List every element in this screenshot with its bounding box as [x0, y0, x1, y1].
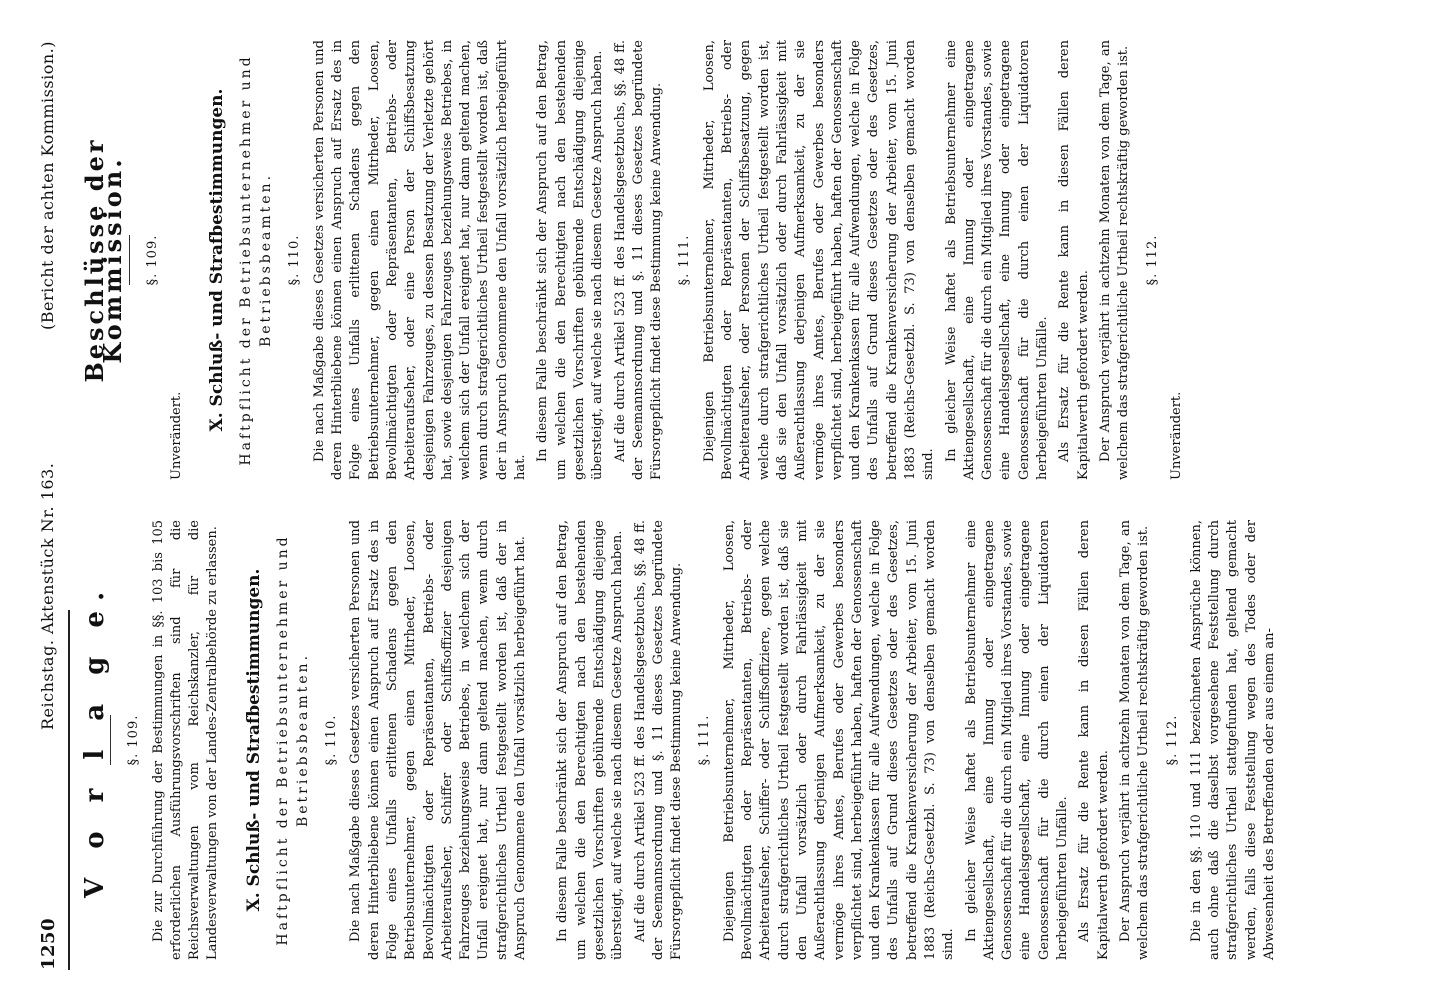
paragraph-number: §. 112.	[1144, 234, 1160, 286]
header-title: Reichstag. Aktenstück Nr. 163.	[38, 462, 57, 730]
unchanged-note: Unverändert.	[168, 391, 184, 480]
paragraph-text: Auf die durch Artikel 523 ff. des Handelsgesetzbuchs, §§. 48 ff. der Seemannsordnung und §. 11 dieses Gesetzes begründete Fürsorgepflicht findet diese Bestimmung keine Anwendung.	[612, 40, 665, 480]
section-subheading: Haftpflicht der Betriebsunternehmer und Betriebsbeamten.	[275, 534, 312, 946]
paragraph-text: In diesem Falle beschränkt sich der Anspruch auf den Betrag, um welchen die den Berechtigten nach den bestehenden gesetzlichen Vorschriften gebührende Entschädigung diejenige übersteigt, auf welche sie nach diesem Gesetze Anspruch haben.	[555, 520, 626, 960]
paragraph-text: Die nach Maßgabe dieses Gesetzes versicherten Personen und deren Hinterbliebene können einen Anspruch auf Ersatz des in Folge eines Unfalls erlittenen Schadens gegen den Betriebsunternehmer, gegen einen Mitrheder, Loosen, Bevollmächtigten oder Repräsentanten, Betriebs- oder Arbeiteraufseher, oder eine Person der Schiffsbesatzung desjenigen Fahrzeuges, zu dessen Besatzung der Verletzte gehört hat, sowie desjenigen Fahrzeuges beziehungsweise Betriebes, in welchem sich der Unfall ereignet hat, nur dann geltend machen, wenn durch strafgerichtliches Urtheil festgestellt worden ist, daß der in Anspruch Genommene den Unfall vorsätzlich herbeigeführt hat.	[311, 40, 529, 480]
paragraph-number: §. 109.	[144, 234, 160, 286]
column-beschluesse	[76, 40, 1190, 480]
unchanged-note: Unverändert.	[1168, 391, 1184, 480]
title-rule	[129, 235, 130, 285]
paragraph-number: §. 109.	[126, 714, 142, 766]
paragraph-number: §. 110.	[324, 714, 340, 766]
paragraph-number: §. 110.	[287, 234, 303, 286]
paragraph-text: Der Anspruch verjährt in achtzehn Monaten von dem Tage, an welchem das strafgerichtliche Urtheil rechtskräftig geworden ist.	[1097, 40, 1132, 480]
paragraph-text: Die nach Maßgabe dieses Gesetzes versicherten Personen und deren Hinterbliebene können einen Anspruch auf Ersatz des in Folge eines Unfalls erlittenen Schadens gegen den Betriebsunternehmer, gegen einen Mitrheder, Loosen, Bevollmächtigten oder Repräsentanten, Betriebs- oder Arbeiteraufseher, Schiffer oder Schiffsoffizier desjenigen Fahrzeuges beziehungsweise Betriebes, in welchem sich der Unfall ereignet hat, nur dann geltend machen, wenn durch strafgerichtliches Urtheil festgestellt worden ist, daß der in Anspruch Genommene den Unfall vorsätzlich herbeigeführt hat.	[348, 520, 529, 960]
paragraph-text: Die zur Durchführung der Bestimmungen in §§. 103 bis 105 erforderlichen Ausführungsvorschriften sind für die Reichsverwaltungen vom Reichskanzler, für die Landesverwaltungen von der Landes-Zentralbehörde zu erlassen.	[150, 520, 221, 960]
paragraph-text: Diejenigen Betriebsunternehmer, Mitrheder, Loosen, Bevollmächtigten oder Repräsentanten, Betriebs- oder Arbeiteraufseher, Schiffer- oder Schiffsoffiziere, gegen welche durch strafgerichtliches Urtheil festgestellt worden ist, daß sie den Unfall vorsätzlich oder durch Fahrlässigkeit mit Außerachtlassung derjenigen Aufmerksamkeit, zu der sie vermöge ihres Amtes, Berufes oder Gewerbes besonders verpflichtet sind, herbeigeführt haben, haften der Genossenschaft und den Krankenkassen für alle Aufwendungen, welche in Folge des Unfalls auf Grund dieses Gesetzes oder des Gesetzes, betreffend die Krankenversicherung der Arbeiter, vom 15. Juni 1883 (Reichs-Gesetzbl. S. 73) von denselben gemacht worden sind.	[721, 520, 957, 960]
header-rule	[68, 610, 70, 970]
paragraph-text: In gleicher Weise haftet als Betriebsunternehmer eine Aktiengesellschaft, eine Innung oder eingetragene Genossenschaft für die durch ein Mitglied ihres Vorstandes, sowie eine Handelsgesellschaft, eine Innung oder eingetragene Genossenschaft für die durch einen der Liquidatoren herbeigeführten Unfälle.	[963, 520, 1071, 960]
paragraph-text: Die in den §§. 110 und 111 bezeichneten Ansprüche können, auch ohne daß die daselbst vorgesehene Feststellung durch strafgerichtliches Urtheil stattgefunden hat, geltend gemacht werden, falls diese Feststellung wegen des Todes oder der Abwesenheit des Betreffenden oder aus einem an-	[1188, 520, 1278, 960]
header-report: (Bericht der achten Kommission.)	[38, 41, 57, 330]
paragraph-text: In diesem Falle beschränkt sich der Anspruch auf den Betrag, um welchen die den Berechtigten nach den bestehenden gesetzlichen Vorschriften gebührende Entschädigung diejenige übersteigt, auf welche sie nach diesem Gesetze Anspruch haben.	[535, 40, 606, 480]
column-title: V o r l a g e.	[80, 581, 110, 899]
digitization-credit	[1385, 0, 1415, 1000]
page-header	[38, 20, 68, 970]
section-subheading: Haftpflicht der Betriebsunternehmer und Betriebsbeamten.	[238, 54, 275, 466]
paragraph-text: Diejenigen Betriebsunternehmer, Mitrheder, Loosen, Bevollmächtigten oder Repräsentanten, Betriebs- oder Arbeiteraufseher, oder Personen der Schiffsbesatzung, gegen welche durch strafgerichtliches Urtheil festgestellt worden ist, daß sie den Unfall vorsätzlich oder durch Fahrlässigkeit mit Außerachtlassung derjenigen Aufmerksamkeit, zu der sie vermöge ihres Amtes, Berufes oder Gewerbes besonders verpflichtet sind, herbeigeführt haben, haften der Genossenschaft und den Krankenkassen für alle Aufwendungen, welche in Folge des Unfalls auf Grund dieses Gesetzes oder des Gesetzes, betreffend die Krankenversicherung der Arbeiter, vom 15. Juni 1883 (Reichs-Gesetzbl. S. 73) von denselben gemacht worden sind.	[701, 40, 937, 480]
paragraph-text: Als Ersatz für die Rente kann in diesen Fällen deren Kapitalwerth gefordert werden.	[1077, 520, 1111, 960]
paragraph-number: §. 111.	[677, 234, 693, 286]
paragraph-text: In gleicher Weise haftet als Betriebsunternehmer eine Aktiengesellschaft, eine Innung oder eingetragene Genossenschaft für die durch ein Mitglied ihres Vorstandes, sowie eine Handelsgesellschaft, eine Innung oder eingetragene Genossenschaft für die durch einen der Liquidatoren herbeigeführten Unfälle.	[943, 40, 1051, 480]
column-vorlage	[76, 520, 1283, 960]
paragraph-text: Der Anspruch verjährt in achtzehn Monaten von dem Tage, an welchem das strafgerichtliche Urtheil rechtskräftig geworden ist.	[1117, 520, 1152, 960]
column-title: Beschlüsse der Kommission.	[80, 137, 128, 383]
paragraph-text: Auf die durch Artikel 523 ff. des Handelsgesetzbuchs, §§. 48 ff. der Seemannsordnung und §. 11 dieses Gesetzes begründete Fürsorgepflicht findet diese Bestimmung keine Anwendung.	[632, 520, 685, 960]
title-rule	[110, 715, 111, 765]
paragraph-text: Als Ersatz für die Rente kann in diesen Fällen deren Kapitalwerth gefordert werden.	[1057, 40, 1091, 480]
paragraph-number: §. 111.	[697, 714, 713, 766]
page-number: 1250	[38, 917, 59, 970]
paragraph-number: §. 112.	[1164, 714, 1180, 766]
document-page	[16, 0, 1416, 1000]
section-heading: X. Schluß- und Strafbestimmungen.	[207, 88, 228, 432]
section-heading: X. Schluß- und Strafbestimmungen.	[243, 568, 264, 912]
